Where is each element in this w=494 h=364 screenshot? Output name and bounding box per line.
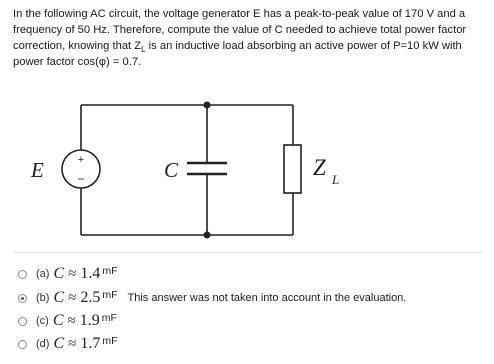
option-b-feedback: This answer was not taken into account in the evaluation. — [127, 292, 407, 304]
divider — [13, 252, 483, 253]
option-d-radio[interactable] — [18, 340, 27, 349]
option-d-expression: C ≈ 1.7 — [53, 335, 101, 352]
load-impedance — [284, 145, 301, 193]
top-node-dot — [204, 102, 211, 109]
option-d-letter: (d) — [36, 338, 50, 350]
option-c-radio[interactable] — [18, 317, 27, 326]
question-text-part1: In the following AC circuit, the voltage generator E has a peak-to-peak value of 170 V and a frequency of 50 Hz. Therefore, compute the value of C needed to achieve total power factor correction, knowing that Z — [13, 8, 467, 52]
option-d[interactable] — [18, 334, 118, 354]
question-text — [13, 6, 483, 70]
question-z-subscript: L — [141, 45, 146, 55]
option-a[interactable] — [18, 264, 118, 284]
source-minus-sign: − — [77, 172, 85, 186]
option-a-letter: (a) — [36, 268, 50, 280]
option-c-letter: (c) — [36, 315, 49, 327]
option-b-expression: C ≈ 2.5 — [53, 289, 101, 306]
option-c-unit: mF — [101, 312, 117, 324]
load-label-subscript: L — [332, 172, 340, 187]
option-b-radio[interactable] — [18, 294, 27, 303]
option-d-unit: mF — [102, 335, 118, 347]
source-label: E — [31, 158, 44, 182]
question-text-part2: is an inductive load absorbing an active power of P=10 kW with power factor cos(φ) = 0.7. — [13, 40, 462, 68]
option-a-expression: C ≈ 1.4 — [53, 265, 101, 282]
option-b-letter: (b) — [36, 292, 50, 304]
option-b[interactable] — [18, 288, 406, 308]
source-plus-sign: + — [77, 154, 85, 166]
bottom-node-dot — [204, 232, 211, 239]
option-c[interactable] — [18, 311, 117, 331]
option-a-unit: mF — [102, 265, 118, 277]
circuit-diagram — [0, 88, 494, 248]
load-label: Z — [313, 155, 326, 180]
capacitor-label: C — [164, 158, 179, 182]
option-c-expression: C ≈ 1.9 — [52, 312, 100, 329]
option-a-radio[interactable] — [18, 270, 27, 279]
option-b-unit: mF — [102, 289, 118, 301]
